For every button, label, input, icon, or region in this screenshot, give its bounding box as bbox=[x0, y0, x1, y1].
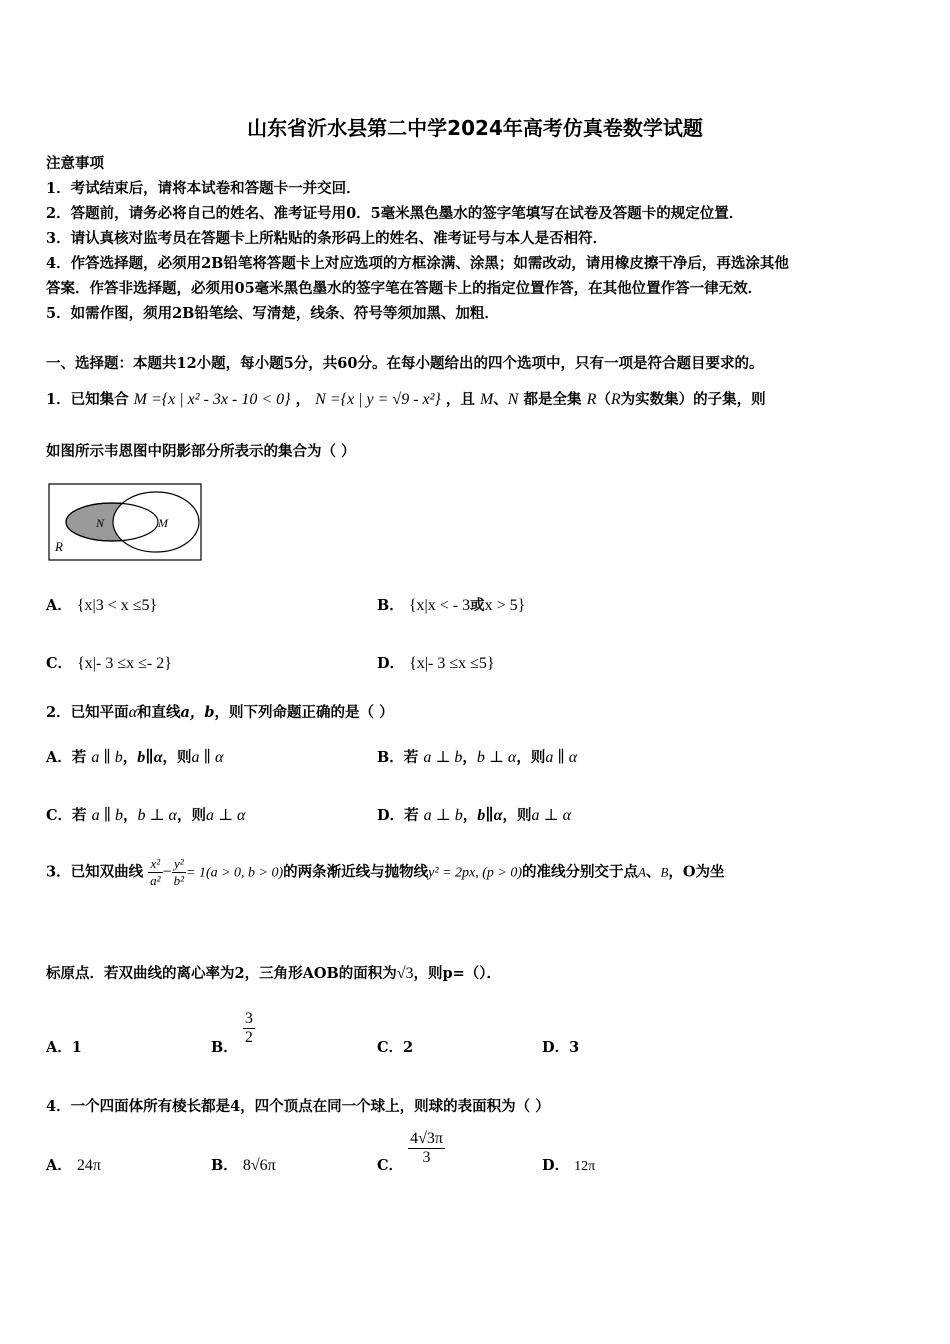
q4-option-d-expr: 12π bbox=[574, 1159, 596, 1174]
q2-option-c-e3: a ⊥ α bbox=[205, 807, 246, 824]
q3-option-d-value: 3 bbox=[569, 1039, 580, 1056]
q2-option-d-e3: a ⊥ α bbox=[531, 807, 571, 824]
q3-frac-y-num: y² bbox=[172, 856, 186, 873]
q1-text-5: 为实数集）的子集，则 bbox=[620, 391, 766, 408]
q1-r1: R bbox=[586, 391, 597, 408]
q1-text-2: ，且 bbox=[445, 391, 475, 408]
venn-diagram bbox=[48, 482, 204, 562]
q2-option-c-s2: ，则 bbox=[176, 807, 206, 824]
q2-option-a[interactable] bbox=[46, 746, 223, 767]
q2-option-c-e2: b ⊥ α bbox=[137, 807, 177, 824]
q2-option-d-e1: a ⊥ b bbox=[423, 807, 463, 824]
q2-text-3: ，则下列命题正确的是（ ） bbox=[214, 704, 394, 721]
q3-line-2 bbox=[46, 962, 501, 983]
question-4: 4．一个四面体所有棱长都是4，四个顶点在同一个球上，则球的表面积为（ ） bbox=[46, 1098, 550, 1115]
q4-option-c-frac bbox=[408, 1130, 445, 1167]
q1-option-b-expr2: x > 5} bbox=[484, 597, 526, 614]
q2-option-c-e1: a ∥ b bbox=[91, 807, 123, 824]
q1-m: M bbox=[479, 391, 494, 408]
page-title: 山东省沂水县第二中学2024年高考仿真卷数学试题 bbox=[247, 116, 703, 140]
q1-option-b-label: B． bbox=[377, 597, 404, 614]
q3-line-2b: ，则p=（）． bbox=[413, 965, 502, 982]
q1-option-b-expr1: {x|x < - 3 bbox=[408, 597, 471, 614]
question-1 bbox=[46, 388, 766, 409]
q4-option-c-label: C． bbox=[377, 1157, 404, 1174]
q2-option-b-label: B．若 bbox=[377, 749, 419, 766]
q2-option-d-e2: b∥α bbox=[477, 807, 503, 824]
q1-option-d-expr: {x|- 3 ≤x ≤5} bbox=[409, 655, 495, 672]
q2-alpha: α bbox=[128, 704, 137, 721]
q4-option-c-num: 4√3π bbox=[410, 1130, 443, 1147]
q2-option-a-e1: a ∥ b bbox=[91, 749, 123, 766]
q1-text-4: （ bbox=[596, 391, 611, 408]
q3-sqrt3: √3 bbox=[396, 965, 414, 982]
q3-text-3: 的准线分别交于点 bbox=[522, 863, 639, 881]
q3-option-a[interactable] bbox=[46, 1036, 82, 1057]
q1-sep: 、 bbox=[493, 391, 508, 408]
q2-option-a-s2: ，则 bbox=[162, 749, 192, 766]
q1-option-c[interactable] bbox=[46, 652, 172, 673]
q3-minus: − bbox=[162, 863, 172, 881]
q2-option-c[interactable] bbox=[46, 804, 245, 825]
q1-n: N bbox=[507, 391, 519, 408]
q4-option-b-label: B． bbox=[211, 1157, 238, 1174]
q2-ab: a，b bbox=[180, 704, 215, 721]
q2-text-1: 2．已知平面 bbox=[46, 704, 129, 721]
q2-option-d-s2: ，则 bbox=[502, 807, 532, 824]
q3-a: A bbox=[638, 864, 646, 880]
q3-option-c-label: C． bbox=[377, 1039, 404, 1056]
q3-text-1: 3．已知双曲线 bbox=[46, 863, 144, 881]
q3-option-b[interactable] bbox=[211, 1010, 255, 1057]
q2-text-2: 和直线 bbox=[137, 704, 181, 721]
note-item-4-cont: 答案．作答非选择题，必须用05毫米黑色墨水的签字笔在答题卡上的指定位置作答，在其他位置作答一律无效． bbox=[46, 280, 763, 297]
note-item-2: 2．答题前，请务必将自己的姓名、准考证号用0．5毫米黑色墨水的签字笔填写在试卷及答题卡的规定位置． bbox=[46, 205, 744, 222]
q2-option-a-e3: a ∥ α bbox=[191, 749, 224, 766]
q1-r2: R bbox=[610, 391, 621, 408]
q2-option-d-s1: ， bbox=[462, 807, 478, 824]
q2-option-b-s2: ，则 bbox=[516, 749, 546, 766]
q3-option-b-label: B． bbox=[211, 1039, 238, 1056]
q1-set-n: N ={x | y = √9 - x²} bbox=[315, 391, 441, 408]
q2-option-b-e2: b ⊥ α bbox=[476, 749, 517, 766]
q3-b: B bbox=[660, 864, 669, 880]
q1-option-b[interactable] bbox=[377, 594, 525, 615]
note-item-3: 3．请认真核对监考员在答题卡上所粘贴的条形码上的姓名、准考证号与本人是否相符． bbox=[46, 230, 608, 247]
question-2 bbox=[46, 701, 394, 722]
q3-option-a-label: A． bbox=[46, 1039, 72, 1056]
venn-label-m: M bbox=[158, 516, 168, 530]
q3-option-b-den: 2 bbox=[244, 1029, 253, 1046]
q2-option-c-label: C．若 bbox=[46, 807, 87, 824]
q4-option-a[interactable] bbox=[46, 1154, 101, 1175]
q4-option-c[interactable] bbox=[377, 1130, 445, 1175]
q1-set-m: M ={x | x² - 3x - 10 < 0} bbox=[133, 391, 291, 408]
venn-label-r: R bbox=[55, 539, 63, 554]
q3-option-c-value: 2 bbox=[403, 1039, 414, 1056]
q3-option-a-value: 1 bbox=[71, 1039, 82, 1056]
q3-line-2a: 标原点．若双曲线的离心率为2，三角形AOB的面积为 bbox=[46, 965, 397, 982]
q3-option-c[interactable] bbox=[377, 1036, 413, 1057]
q1-text-3: 都是全集 bbox=[523, 391, 582, 408]
q3-frac-x-den: a² bbox=[150, 873, 161, 888]
q4-option-b-expr: 8√6π bbox=[242, 1157, 276, 1174]
q2-option-b-s1: ， bbox=[462, 749, 477, 766]
q3-text-4: ，O为坐 bbox=[668, 863, 725, 881]
q2-option-b[interactable] bbox=[377, 746, 577, 767]
q3-frac-y-den: b² bbox=[173, 873, 184, 888]
q3-frac-y bbox=[172, 856, 186, 889]
q1-option-b-or: 或 bbox=[470, 597, 485, 614]
q1-option-c-label: C． bbox=[46, 655, 73, 672]
q4-option-a-expr: 24π bbox=[76, 1157, 101, 1174]
q2-option-a-label: A．若 bbox=[46, 749, 87, 766]
q1-option-d[interactable] bbox=[377, 652, 495, 673]
q3-frac-x-num: x² bbox=[148, 856, 162, 873]
q3-frac-x bbox=[148, 856, 162, 889]
q1-option-d-label: D． bbox=[377, 655, 405, 672]
q1-line-2: 如图所示韦恩图中阴影部分所表示的集合为（ ） bbox=[46, 443, 356, 460]
note-item-5: 5．如需作图，须用2B铅笔绘、写清楚，线条、符号等须加黑、加粗． bbox=[46, 305, 499, 322]
venn-label-n: N bbox=[96, 516, 105, 530]
q3-option-b-frac bbox=[243, 1010, 255, 1047]
q1-text-1: 1．已知集合 bbox=[46, 391, 129, 408]
q2-option-a-e2: b∥α bbox=[137, 749, 163, 766]
q3-text-2: 的两条渐近线与抛物线 bbox=[283, 863, 429, 881]
q1-option-a-expr: {x|3 < x ≤5} bbox=[76, 597, 158, 614]
q3-option-d-label: D． bbox=[542, 1039, 570, 1056]
q2-option-d[interactable] bbox=[377, 804, 571, 825]
note-item-4: 4．作答选择题，必须用2B铅笔将答题卡上对应选项的方框涂满、涂黑；如需改动，请用橡皮擦干净后，再选涂其他 bbox=[46, 255, 789, 272]
q4-option-d-label: D． bbox=[542, 1157, 570, 1174]
q1-option-a-label: A． bbox=[46, 597, 72, 614]
q2-option-b-e1: a ⊥ b bbox=[423, 749, 463, 766]
q3-hyper-tail: = 1(a > 0, b > 0) bbox=[186, 865, 284, 881]
q3-option-b-num: 3 bbox=[244, 1010, 253, 1027]
q1-option-c-expr: {x|- 3 ≤x ≤- 2} bbox=[77, 655, 172, 672]
q2-option-c-s1: ， bbox=[123, 807, 138, 824]
q2-option-d-label: D．若 bbox=[377, 807, 419, 824]
q4-option-c-den: 3 bbox=[422, 1149, 431, 1166]
q4-option-b[interactable] bbox=[211, 1154, 276, 1175]
q4-option-d[interactable] bbox=[542, 1154, 595, 1175]
q4-option-a-label: A． bbox=[46, 1157, 72, 1174]
section-heading: 一、选择题：本题共12小题，每小题5分，共60分。在每小题给出的四个选项中，只有一项是符合题目要求的。 bbox=[46, 355, 764, 372]
q2-option-a-s1: ， bbox=[122, 749, 138, 766]
q2-option-b-e3: a ∥ α bbox=[545, 749, 578, 766]
note-item-1: 1．考试结束后，请将本试卷和答题卡一并交回． bbox=[46, 180, 361, 197]
q3-option-d[interactable] bbox=[542, 1036, 579, 1057]
question-3 bbox=[46, 856, 725, 889]
q1-option-a[interactable] bbox=[46, 594, 157, 615]
q3-parabola: y² = 2px, (p > 0) bbox=[428, 865, 523, 881]
notes-heading: 注意事项 bbox=[46, 155, 104, 172]
q3-sep: 、 bbox=[645, 863, 661, 881]
q1-comma: ， bbox=[295, 391, 311, 408]
